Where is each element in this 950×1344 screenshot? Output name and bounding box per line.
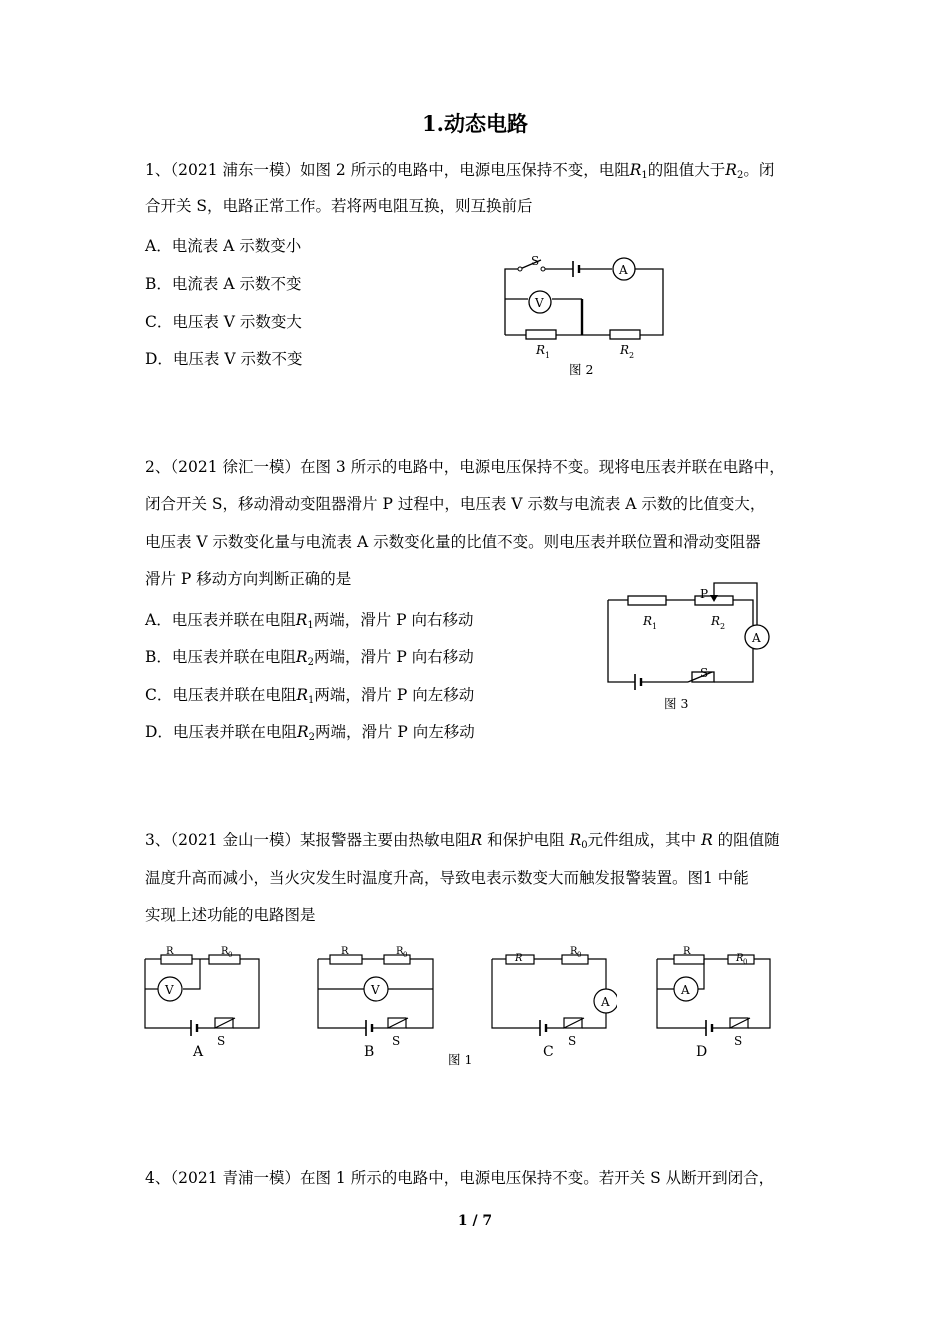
- q3-b-r0-sub: 0: [403, 951, 408, 959]
- q3-a-meter-label: V: [165, 983, 174, 997]
- q2-option-c: C．电压表并联在电阻$R_1$两端，滑片 P 向左移动: [145, 686, 475, 706]
- q3-c-r0-label: R: [570, 946, 578, 957]
- q1-ammeter-label: A: [619, 263, 628, 277]
- q2-r2-label: R: [711, 614, 721, 628]
- q2-r1-sub: 1: [652, 622, 658, 631]
- q3-c-option-label: C: [543, 1044, 554, 1060]
- q1-circuit-diagram: [495, 250, 675, 380]
- q2-figure-caption: 图 3: [664, 696, 689, 711]
- q3-b-r-label: R: [341, 946, 349, 957]
- q3-circuit-d: [648, 943, 783, 1063]
- q3-line-1: 3、（2021 金山一模）某报警器主要由热敏电阻R 和保护电阻 $R_0$元件组成，其中 R 的阻值随: [145, 831, 780, 851]
- q2-r1-label: R: [643, 614, 653, 628]
- q1-r2-label: R: [620, 343, 630, 357]
- page-number: 1 / 7: [457, 1213, 493, 1229]
- q2-option-b: B．电压表并联在电阻$R_2$两端，滑片 P 向右移动: [145, 648, 474, 668]
- q3-d-r-label: R: [683, 946, 691, 957]
- q1-line-2: 合开关 S，电路正常工作。若将两电阻互换，则互换前后: [145, 197, 533, 215]
- q3-b-option-label: B: [364, 1044, 375, 1060]
- q3-circuit-c: [482, 943, 617, 1063]
- q3-a-r-label: R: [166, 946, 174, 957]
- q3-d-switch-label: S: [734, 1034, 743, 1048]
- q4-line-1: 4、（2021 青浦一模）在图 1 所示的电路中，电源电压保持不变。若开关 S 从断开到闭合，: [145, 1169, 775, 1187]
- q3-c-switch-label: S: [568, 1034, 577, 1048]
- q3-b-r0-label: R: [396, 946, 404, 957]
- q2-option-a: A．电压表并联在电阻$R_1$两端，滑片 P 向右移动: [145, 611, 474, 631]
- q2-r2-sub: 2: [720, 622, 726, 631]
- q2-slider-label: P: [700, 587, 709, 601]
- q2-option-d: D．电压表并联在电阻$R_2$两端，滑片 P 向左移动: [145, 723, 475, 743]
- q3-circuit-b: [310, 943, 445, 1063]
- q3-d-r0-sub: 0: [743, 958, 748, 966]
- q1-option-a: A．电流表 A 示数变小: [145, 237, 302, 255]
- q3-a-r0-label: R: [221, 946, 229, 957]
- q3-circuit-a: [135, 943, 270, 1063]
- q2-line-4: 滑片 P 移动方向判断正确的是: [145, 570, 352, 588]
- q2-ammeter-label: A: [752, 631, 761, 645]
- q2-line-1: 2、（2021 徐汇一模）在图 3 所示的电路中，电源电压保持不变。现将电压表并联在电路中，: [145, 458, 785, 476]
- q2-line-2: 闭合开关 S，移动滑动变阻器滑片 P 过程中，电压表 V 示数与电流表 A 示数的比值变大，: [145, 495, 766, 513]
- q3-line-2: 温度升高而减小，当火灾发生时温度升高，导致电表示数变大而触发报警装置。图1 中能: [145, 869, 749, 887]
- q3-a-r0-sub: 0: [228, 951, 233, 959]
- q3-c-r-label: R: [515, 953, 523, 964]
- q1-r1-label: R: [536, 343, 546, 357]
- q3-c-r0-sub: 0: [577, 951, 582, 959]
- q3-a-switch-label: S: [217, 1034, 226, 1048]
- q1-option-d: D．电压表 V 示数不变: [145, 350, 303, 368]
- q3-figure-caption: 图 1: [448, 1052, 473, 1067]
- q3-c-meter-label: A: [601, 995, 610, 1009]
- q3-line-3: 实现上述功能的电路图是: [145, 906, 316, 924]
- q1-voltmeter-label: V: [535, 296, 544, 310]
- q1-figure-caption: 图 2: [569, 362, 594, 377]
- q3-b-switch-label: S: [392, 1034, 401, 1048]
- q2-circuit-diagram: [600, 575, 780, 715]
- page-title: 1.动态电路: [422, 111, 528, 136]
- q1-line-1: 1、（2021 浦东一模）如图 2 所示的电路中，电源电压保持不变，电阻$R_1$的阻值大于$R_2$。闭: [145, 161, 775, 181]
- q1-r2-sub: 2: [629, 351, 635, 360]
- q2-switch-label: S: [700, 666, 709, 680]
- q1-switch-label: S: [531, 254, 540, 268]
- q1-option-b: B．电流表 A 示数不变: [145, 275, 302, 293]
- q3-d-r0-label: R: [736, 953, 744, 964]
- q3-b-meter-label: V: [371, 983, 380, 997]
- q2-line-3: 电压表 V 示数变化量与电流表 A 示数变化量的比值不变。则电压表并联位置和滑动变阻器: [145, 533, 761, 551]
- q1-r1-sub: 1: [545, 351, 551, 360]
- q1-option-c: C．电压表 V 示数变大: [145, 313, 302, 331]
- q3-d-meter-label: A: [681, 983, 690, 997]
- q3-a-option-label: A: [193, 1044, 204, 1060]
- q3-d-option-label: D: [696, 1044, 708, 1060]
